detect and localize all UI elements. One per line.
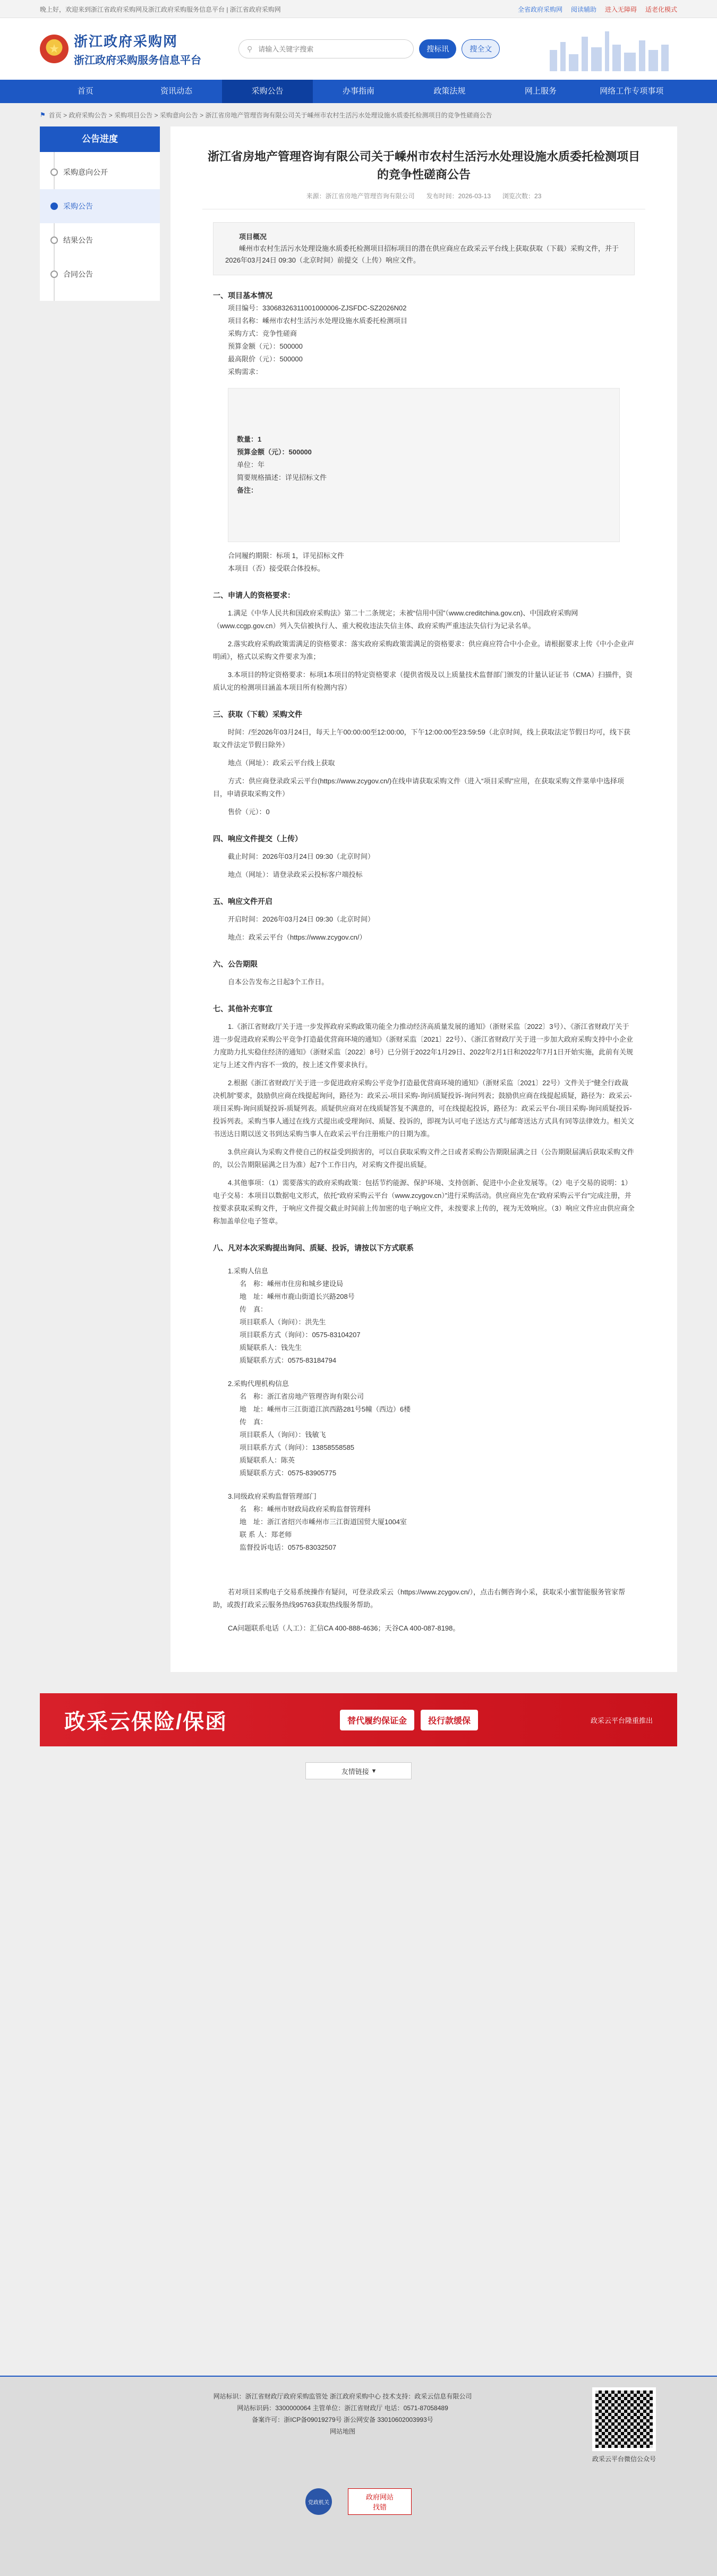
nav-guide[interactable]: 办事指南 [342, 87, 374, 96]
supplement-2: 2.根据《浙江省财政厅关于进一步促进政府采购公平竞争打造最优营商环境的通知》（浙财采监〔2021〕22号）文件关于“健全行政裁决机制”要求，鼓励供应商在线提起询问，路径为：政采云-项目采购-询问质疑投诉-询问列表；鼓励供应商在线提起质疑，路径为：政采云-项目采购-询问质疑投诉-质疑列表。质疑供应商对在线质疑答复不满意的，可在线提起投诉，路径为：政采云平台-项目采购-询问质疑投诉-投诉列表。采购当事人通过在线方式提出或受理询问、质疑、投诉的，即视为认可电子送达方式与邮寄送达方式具有同等法律效力。相关文书送达日期以送文书到达采购当事人在政采云平台注册账户的日期为准。 [213, 1079, 635, 1138]
gov-agency-badge[interactable]: 党政机关 [305, 2488, 332, 2515]
contact-heading: 3.同级政府采购监督管理部门 [228, 1492, 317, 1500]
supervisor-contact [228, 1490, 635, 1554]
search-input[interactable] [238, 39, 414, 58]
project-name: 项目名称：嵊州市农村生活污水处理设施水质委托检测项目 [228, 317, 408, 325]
step-label: 结果公告 [63, 236, 93, 244]
elderly-mode-link[interactable]: 适老化模式 [645, 5, 677, 13]
open-place: 地点：政采云平台（https://www.zcygov.cn/） [228, 933, 366, 941]
submit-deadline: 截止时间：2026年03月24日 09:30（北京时间） [228, 852, 374, 860]
procurement-method: 采购方式：竞争性磋商 [228, 330, 297, 337]
search-bar [233, 39, 500, 58]
step-dot-icon [50, 271, 58, 278]
friend-links [40, 1762, 677, 1779]
agency-contact [228, 1378, 635, 1480]
site-logo[interactable] [40, 31, 201, 67]
nav-online-service[interactable]: 网上服务 [524, 87, 557, 96]
contract-period: 合同履约期限：标项 1，详见招标文件 [228, 552, 344, 560]
contact-row: 名 称：嵊州市财政局政府采购监督管理科 [240, 1505, 371, 1513]
summary-title: 项目概况 [239, 233, 267, 241]
sitemap-link[interactable]: 网站地图 [329, 2428, 355, 2435]
submit-place: 地点（网址）：请登录政采云投标客户端投标 [228, 871, 363, 879]
badge-label: 政府网站 [365, 2493, 394, 2501]
location-icon: ⚑ [40, 111, 46, 119]
footer-line[interactable]: 备案许可：浙ICP备09019279号 浙公网安备 33010602003993号 [252, 2416, 433, 2423]
friend-links-select[interactable] [305, 1762, 412, 1779]
step-intent[interactable] [40, 155, 160, 189]
contact-row: 监督投诉电话：0575-83032507 [240, 1543, 337, 1551]
site-subtitle: 浙江政府采购服务信息平台 [74, 55, 201, 66]
nav-policy[interactable]: 政策法规 [433, 87, 466, 96]
requirement-3: 3.本项目的特定资格要求：标项1本项目的特定资格要求（提供省级及以上质量技术监督部门颁发的计量认证证书（CMA）扫描件，资质认定的检测项目涵盖本项目所有检测内容） [213, 671, 633, 691]
project-summary-box [213, 222, 635, 275]
step-result[interactable] [40, 223, 160, 257]
step-contract[interactable] [40, 257, 160, 291]
breadcrumb-text[interactable]: 首页 > 政府采购公告 > 采购项目公告 > 采购意向公告 > 浙江省房地产管理咨询有限公司关于嵊州市农村生活污水处理设施水质委托检测项目的竞争性磋商公告 [48, 111, 492, 119]
article-views: 浏览次数：23 [502, 192, 542, 200]
max-price: 最高限价（元）：500000 [228, 355, 303, 363]
search-tender-button[interactable]: 搜标讯 [419, 39, 456, 58]
article-body [202, 289, 645, 1635]
insurance-banner[interactable] [40, 1693, 677, 1746]
doc-place: 地点（网址）：政采云平台线上获取 [228, 759, 335, 767]
budget-amount: 预算金额（元）：500000 [228, 342, 303, 350]
step-dot-icon [50, 168, 58, 176]
step-dot-icon [50, 202, 58, 210]
contact-row: 项目联系方式（询问）：13858558585 [240, 1443, 355, 1451]
sidebar-title: 公告进度 [40, 126, 160, 152]
contact-row: 项目联系人（询问）：钱敏飞 [240, 1431, 326, 1439]
contact-row: 地 址：嵊州市三江街道江滨西路281号5幢（西边）6楼 [240, 1405, 411, 1413]
help-note: 若对项目采购电子交易系统操作有疑问，可登录政采云（https://www.zcygov.cn/），点击右侧咨询小采，获取采小蜜智能服务管家帮助，或拨打政采云服务热线95763获取热线服务帮助。 [213, 1588, 626, 1609]
lot-budget: 预算金额（元）：500000 [237, 448, 312, 456]
lot-remark: 备注： [237, 486, 258, 494]
project-number: 项目编号：33068326311001000006-ZJSFDC-SZ2026N02 [228, 304, 407, 312]
lot-spec: 简要规格描述：详见招标文件 [237, 474, 327, 482]
section-title: 六、公告期限 [213, 960, 258, 968]
section-title: 一、项目基本情况 [213, 291, 272, 300]
purchaser-contact [228, 1265, 635, 1367]
qr-label: 政采云平台微信公众号 [592, 2455, 656, 2463]
contact-row: 联 系 人：郑老师 [240, 1531, 292, 1539]
nav-special[interactable]: 网络工作专项事项 [600, 87, 664, 96]
site-header [0, 18, 717, 80]
requirement-label: 采购需求： [228, 368, 263, 376]
contact-heading: 1.采购人信息 [228, 1267, 268, 1275]
supplement-4: 4.其他事项：（1）需要落实的政府采购政策：包括节约能源、保护环境、支持创新、促进中小企业发展等。（2）电子交易的说明：1）电子交易：本项目以数据电文形式，依托“政府采购云平台（www.zcygov.cn）”进行采购活动。供应商应先在“政府采购云平台”完成注册，并按要求获取采购文件，于响应文件提交截止时间前上传加密的电子响应文件，未按要求上传的，视为无效响应。（3）响应文件应由供应商全称加盖单位电子签章。 [213, 1179, 635, 1225]
supplement-1: 1.《浙江省财政厅关于进一步发挥政府采购政策功能全力推动经济高质量发展的通知》（浙财采监〔2022〕3号）、《浙江省财政厅关于进一步促进政府采购公平竞争打造最优营商环境的通知》（浙财采监〔2021〕22号）、《浙江省财政厅关于进一步加大政府采购支持中小企业力度助力扎实稳住经济的通知》（浙财采监〔2022〕8号）已分别于2022年1月29日、2022年2月1日和2022年7月1日开始实施，此前有关规定与上述文件内容不一致的，按上述文件要求执行。 [213, 1023, 634, 1069]
banner-tag-1: 替代履约保证金 [340, 1710, 414, 1730]
section-title: 七、其他补充事宜 [213, 1004, 272, 1013]
banner-sub: 政采云平台隆重推出 [590, 1716, 653, 1725]
progress-sidebar [40, 126, 160, 301]
doc-price: 售价（元）：0 [228, 808, 270, 816]
breadcrumb [40, 103, 677, 126]
login-link[interactable]: 全省政府采购网 [517, 5, 562, 13]
section-title: 五、响应文件开启 [213, 897, 272, 906]
article-meta [202, 191, 645, 209]
section-title: 八、凡对本次采购提出询问、质疑、投诉，请按以下方式联系 [213, 1244, 414, 1252]
summary-text: 嵊州市农村生活污水处理设施水质委托检测项目招标项目的潜在供应商应在政采云平台线上获取获取（下载）采购文件，并于2026年03月24日 09:30（北京时间）前提交（上传）响应文件。 [225, 244, 619, 264]
skyline-illustration [544, 29, 677, 71]
section-title: 二、申请人的资格要求： [213, 591, 295, 599]
accessibility-link[interactable]: 进入无障碍 [604, 5, 637, 13]
search-fulltext-button[interactable]: 搜全文 [462, 39, 500, 58]
contact-row: 质疑联系方式：0575-83184794 [240, 1356, 337, 1364]
contract-info [228, 550, 635, 575]
notice-period: 自本公告发布之日起3个工作日。 [228, 978, 329, 986]
welcome-text: 晚上好，欢迎来到浙江省政府采购网及浙江政府采购服务信息平台 | 浙江省政府采购网 [40, 5, 281, 13]
top-bar [0, 0, 717, 18]
doc-time: 时间：/至2026年03月24日，每天上午00:00:00至12:00:00，下午12:00:00至23:59:59（北京时间，线上获取法定节假日均可，线下获取文件法定节假日除外） [213, 728, 630, 749]
project-info [228, 302, 635, 378]
supplement-3: 3.供应商认为采购文件使自己的权益受到损害的，可以自获取采购文件之日或者采购公告期限届满之日（公告期限届满后获取采购文件的，以公告期限届满之日为准）起7个工作日内，对采购文件提出质疑。 [213, 1148, 634, 1169]
site-title: 浙江政府采购网 [74, 33, 178, 49]
contact-row: 项目联系人（询问）：洪先生 [240, 1318, 326, 1326]
badge-label: 找错 [372, 2503, 387, 2511]
doc-method: 方式：供应商登录政采云平台(https://www.zcygov.cn/)在线申请获取采购文件（进入“项目采购”应用，在获取采购文件菜单中选择项目，申请获取采购文件） [213, 777, 624, 798]
wechat-qr [592, 2387, 656, 2463]
select-label: 友情链接 [341, 1767, 369, 1776]
article [170, 126, 677, 1672]
site-footer [0, 2376, 717, 2576]
search-icon: ⚲ [247, 44, 253, 53]
lot-quantity: 数量：1 [237, 435, 262, 443]
banner-title: 政采云保险/保函 [64, 1710, 228, 1734]
article-source: 来源：浙江省房地产管理咨询有限公司 [306, 192, 415, 200]
nav-home[interactable]: 首页 [77, 87, 93, 96]
step-label: 采购公告 [63, 202, 93, 210]
contact-heading: 2.采购代理机构信息 [228, 1380, 289, 1388]
footer-text [125, 2391, 560, 2437]
step-notice[interactable] [40, 189, 160, 223]
contact-row: 名 称：浙江省房地产管理咨询有限公司 [240, 1392, 364, 1400]
lot-unit: 单位：年 [237, 461, 265, 469]
banner-tag-2: 投行款缓保 [421, 1710, 478, 1730]
contact-row: 地 址：浙江省绍兴市嵊州市三江街道国贸大厦1004室 [240, 1518, 407, 1526]
article-date: 发布时间：2026-03-13 [426, 192, 491, 200]
requirement-2: 2.落实政府采购政策需满足的资格要求：落实政府采购政策需满足的资格要求：供应商应符合中小企业。请根据要求上传《中小企业声明函》，格式以采购文件要求为准； [213, 640, 634, 661]
contact-row: 质疑联系人：陈英 [240, 1456, 295, 1464]
open-time: 开启时间：2026年03月24日 09:30（北京时间） [228, 915, 374, 923]
article-title: 浙江省房地产管理咨询有限公司关于嵊州市农村生活污水处理设施水质委托检测项目的竞争性磋商公告 [207, 150, 640, 181]
footer-line: 网站标识码：3300000064 主管单位：浙江省财政厅 电话：0571-87058489 [237, 2404, 448, 2412]
find-error-badge[interactable] [348, 2488, 412, 2515]
requirement-1: 1.满足《中华人民共和国政府采购法》第二十二条规定；未被“信用中国”（www.creditchina.gov.cn)、中国政府采购网（www.ccgp.gov.cn）列入失信被执行人、重大税收违法失信主体、政府采购严重违法失信行为记录名单。 [213, 609, 578, 630]
ca-note: CA问题联系电话（人工）：汇信CA 400-888-4636；天谷CA 400-087-8198。 [228, 1624, 460, 1632]
reading-aid-link[interactable]: 阅读辅助 [570, 5, 596, 13]
step-label: 采购意向公开 [63, 168, 108, 176]
contact-row: 质疑联系方式：0575-83905775 [240, 1469, 337, 1477]
contact-row: 项目联系方式（询问）：0575-83104207 [240, 1331, 361, 1339]
contact-row: 传 真： [240, 1418, 268, 1426]
contact-row: 地 址：嵊州市鹿山街道长兴路208号 [240, 1293, 355, 1300]
contact-row: 名 称：嵊州市住房和城乡建设局 [240, 1280, 344, 1288]
step-label: 合同公告 [63, 270, 93, 278]
footer-line: 网站标识：浙江省财政厅政府采购监管处 浙江政府采购中心 技术支持：政采云信息有限公司 [213, 2393, 472, 2400]
contact-row: 传 真： [240, 1305, 268, 1313]
chevron-down-icon: ▾ [372, 1767, 376, 1775]
section-title: 三、获取（下载）采购文件 [213, 710, 302, 719]
consortium-note: 本项目（否）接受联合体投标。 [228, 564, 325, 572]
main-nav [0, 80, 717, 103]
section-title: 四、响应文件提交（上传） [213, 834, 302, 843]
nav-procurement-notice[interactable]: 采购公告 [222, 80, 313, 103]
contact-row: 质疑联系人：钱先生 [240, 1344, 302, 1352]
nav-news[interactable]: 资讯动态 [160, 87, 193, 96]
step-dot-icon [50, 237, 58, 244]
lot-details-box [228, 388, 620, 542]
qr-code-icon [592, 2387, 656, 2451]
national-emblem-icon: ★ [40, 35, 69, 63]
